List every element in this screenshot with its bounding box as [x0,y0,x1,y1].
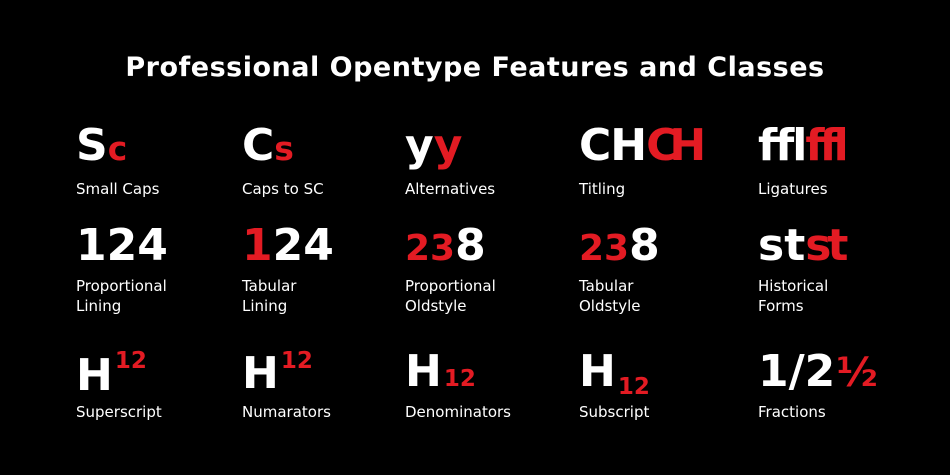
feature-sample [242,348,313,399]
sample-accent: y [433,120,463,171]
feature-label: Ligatures [758,180,828,198]
feature-sample [242,120,294,171]
sample-accent: 23 [405,228,456,269]
feature-sample [579,220,660,271]
sample-plain: y [405,120,434,171]
sample-plain: H [579,346,616,397]
feature-sample [405,120,463,171]
sample-accent: CH [646,120,698,171]
label-line: Forms [758,297,804,315]
feature-label: Small Caps [76,180,160,198]
feature-sample [76,120,128,171]
feature-label [76,276,167,316]
label-line: Proportional [405,277,496,295]
sample-accent: 1 [242,220,273,271]
feature-label: Numarators [242,403,331,421]
feature-label: Caps to SC [242,180,324,198]
sample-accent: ½ [836,350,878,396]
label-line: Oldstyle [579,297,641,315]
sample-plain: 1/2 [758,346,836,397]
sample-plain: 124 [76,220,168,271]
feature-sample [579,346,650,400]
sample-accent: 12 [617,374,650,400]
feature-sample [579,120,698,171]
feature-label: Titling [579,180,626,198]
feature-sample [405,220,486,271]
sample-accent: 12 [114,348,147,374]
sample-accent: ffl [805,120,844,171]
label-line: Tabular [242,277,297,295]
sample-plain: H [76,350,113,401]
sample-accent: c [107,129,128,168]
sample-plain: st [758,220,806,271]
feature-sample [76,348,147,401]
feature-label: Superscript [76,403,162,421]
feature-sample [758,220,845,271]
sample-plain: H [405,346,442,397]
sample-plain: CH [579,120,647,171]
feature-sample [76,220,168,271]
sample-plain: 24 [272,220,334,271]
label-line: Tabular [579,277,634,295]
feature-label: Fractions [758,403,826,421]
feature-label [579,276,640,316]
feature-sample [758,120,844,171]
label-line: Lining [242,297,288,315]
sample-plain: C [242,120,275,171]
sample-plain: 8 [629,220,660,271]
feature-label: Subscript [579,403,650,421]
sample-accent: 23 [579,228,630,269]
sample-plain: 8 [455,220,486,271]
sample-plain: H [242,348,279,399]
feature-sample [758,346,878,397]
label-line: Oldstyle [405,297,467,315]
sample-accent: 12 [443,366,476,392]
feature-label: Alternatives [405,180,496,198]
feature-sample [242,220,334,271]
page-title: Professional Opentype Features and Classes [125,52,825,83]
feature-label [758,276,828,316]
sample-plain: ffl [758,120,806,171]
label-line: Lining [76,297,122,315]
sample-plain: S [76,120,108,171]
feature-label: Denominators [405,403,511,421]
sample-accent: s [274,129,294,168]
label-line: Historical [758,277,829,295]
feature-sample [405,346,476,397]
sample-accent: 12 [280,348,313,374]
feature-label [242,276,296,316]
sample-accent: st [805,220,845,271]
label-line: Proportional [76,277,167,295]
feature-label [405,276,496,316]
